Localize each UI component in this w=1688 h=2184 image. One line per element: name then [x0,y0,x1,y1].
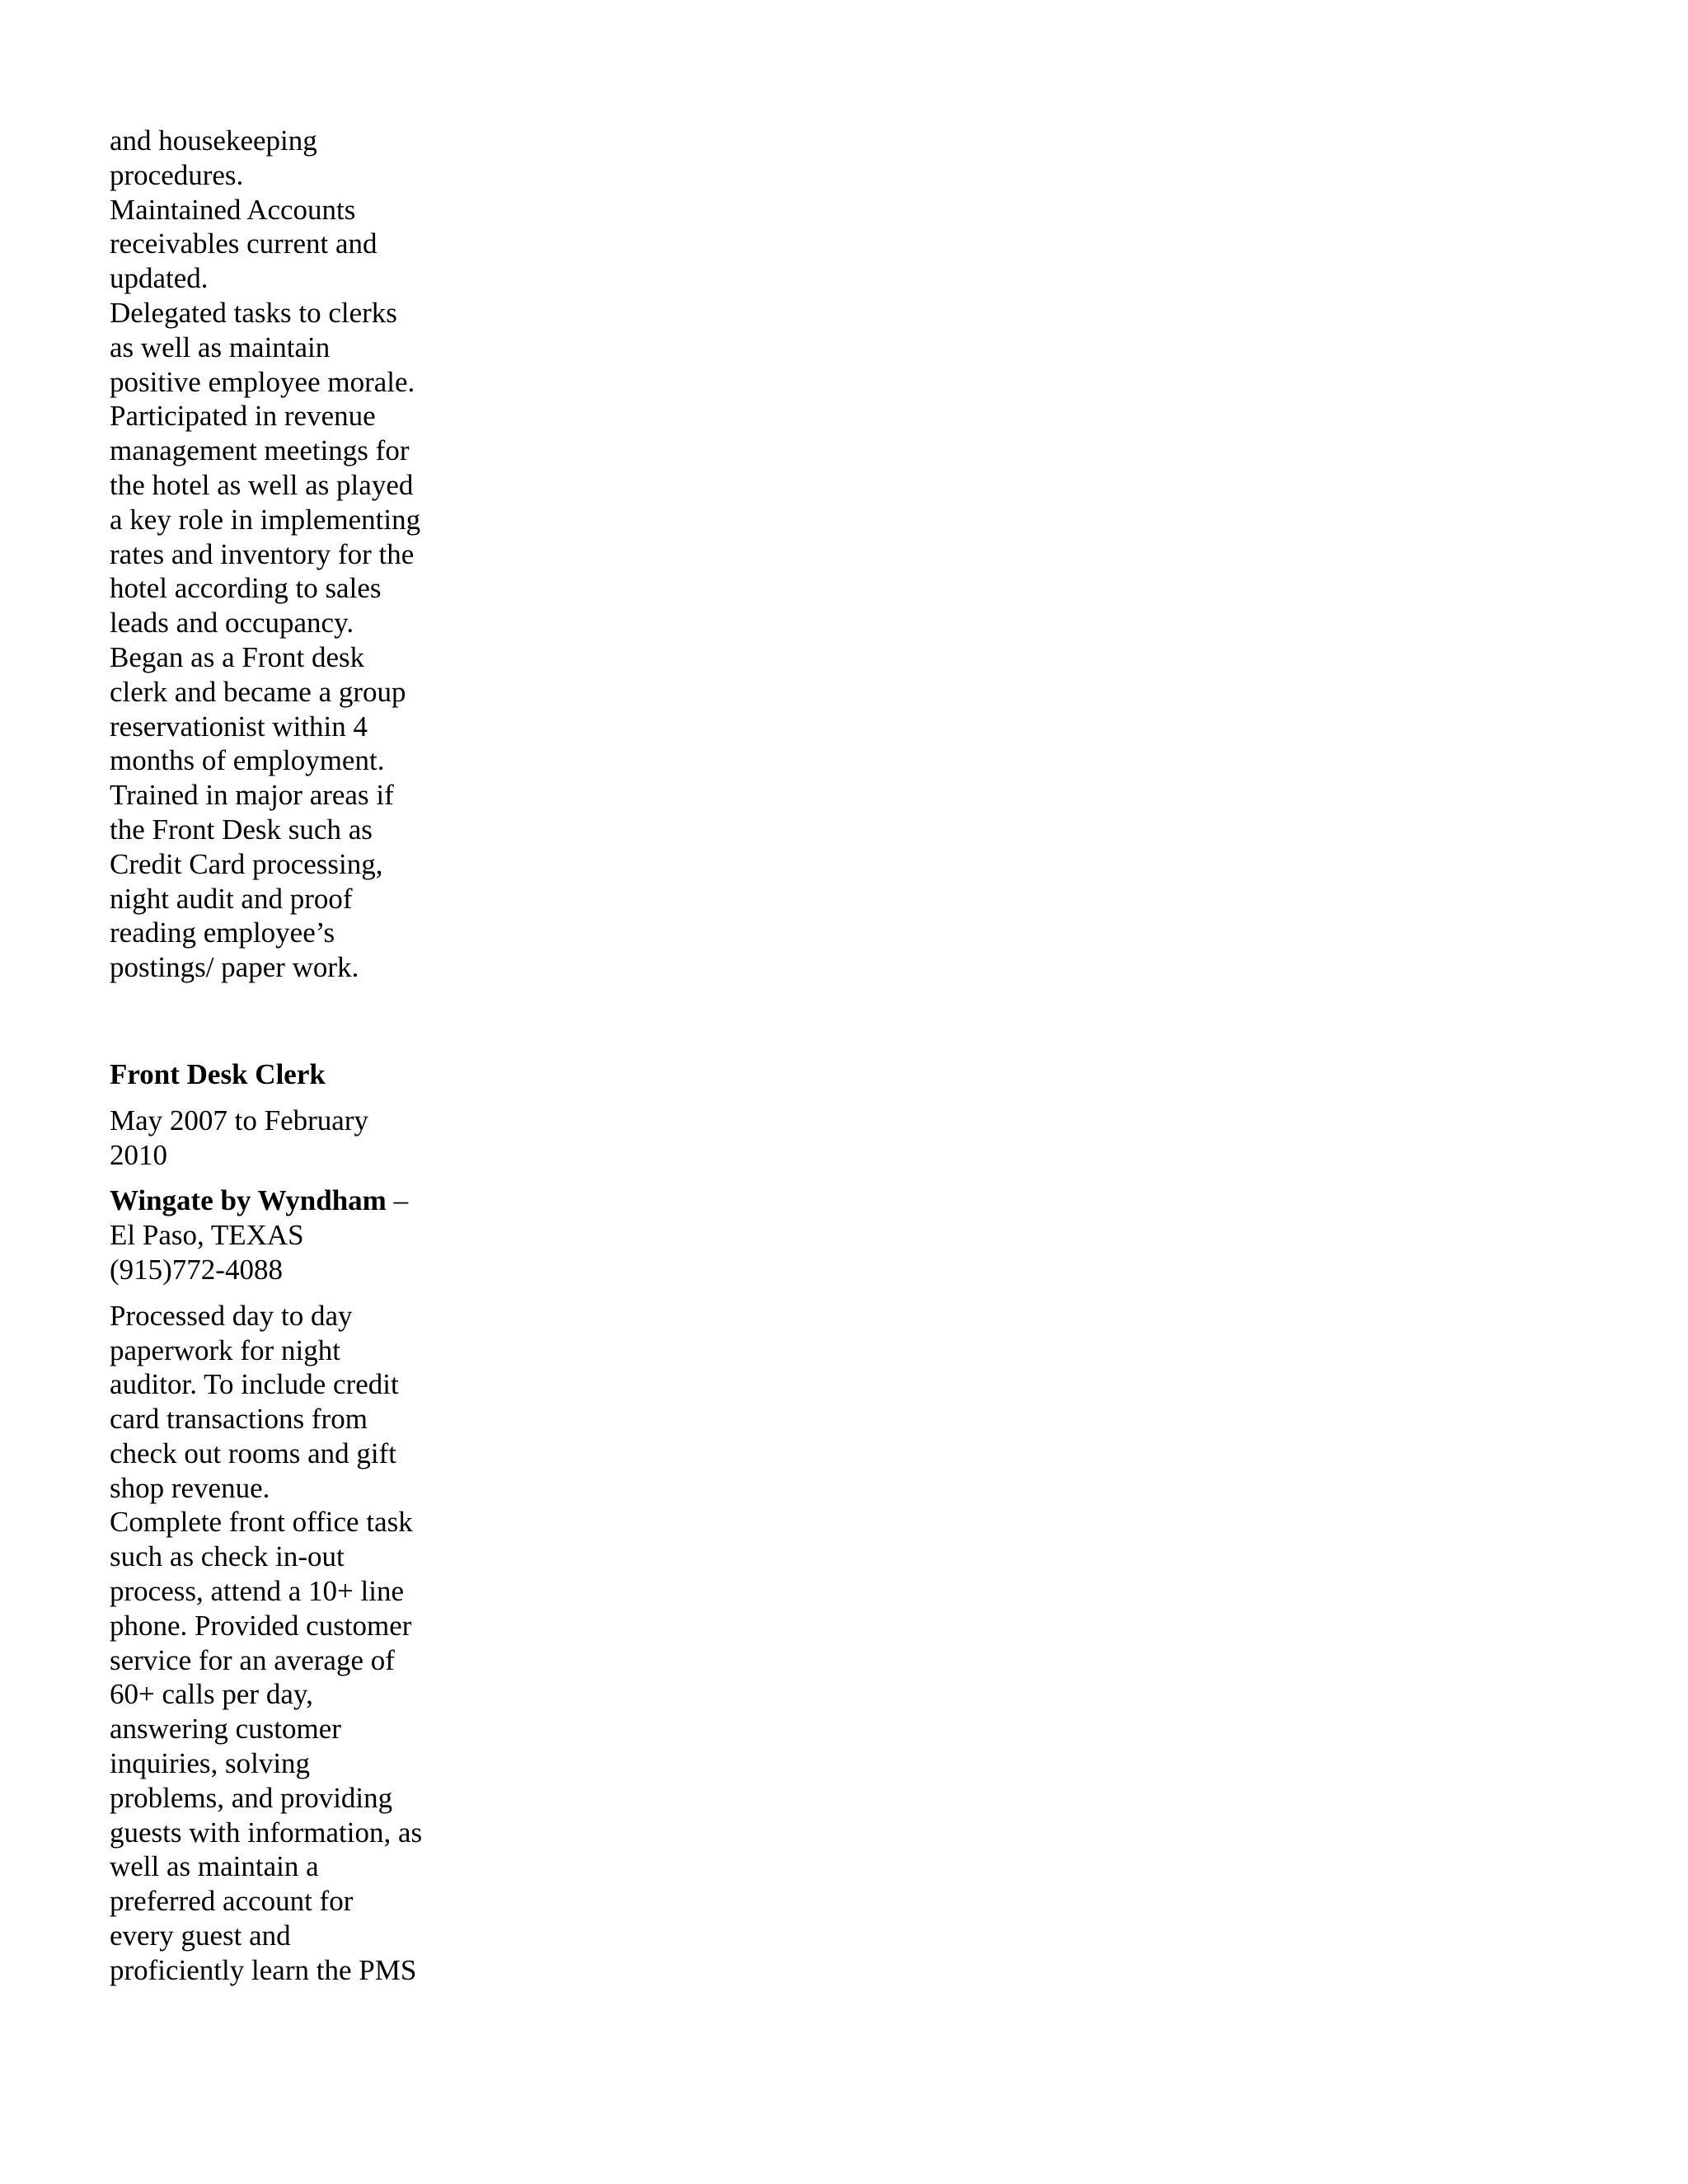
job-dates [110,1104,472,1173]
description-line: the hotel as well as played [110,468,414,501]
previous-job-description [110,124,472,985]
section-spacer [110,985,472,1057]
description-line: service for an average of [110,1643,395,1676]
description-line: night audit and proof [110,882,353,915]
description-line: check out rooms and gift [110,1436,396,1469]
spacer [110,1287,472,1299]
description-line: the Front Desk such as [110,813,373,846]
description-line: positive employee morale. [110,365,415,398]
description-line: proficiently learn the PMS [110,1953,417,1986]
description-line: Processed day to day [110,1299,353,1332]
description-line: clerk and became a group [110,675,406,708]
description-line: 60+ calls per day, [110,1678,313,1711]
description-line: Trained in major areas if [110,779,394,812]
description-line: a key role in implementing [110,503,421,536]
employer-phone: (915)772-4088 [110,1253,283,1286]
description-line: such as check in-out [110,1540,345,1573]
description-line: card transactions from [110,1403,368,1436]
job-title: Front Desk Clerk [110,1057,326,1090]
description-line: answering customer [110,1713,341,1746]
description-line: and housekeeping [110,124,317,157]
description-line: management meetings for [110,434,410,467]
description-line: paperwork for night [110,1333,340,1366]
description-line: Maintained Accounts [110,193,356,226]
description-line: procedures. [110,158,244,191]
description-line: preferred account for [110,1885,354,1918]
description-line: inquiries, solving [110,1747,311,1780]
description-line: every guest and [110,1919,291,1952]
description-line: phone. Provided customer [110,1609,412,1642]
description-line: guests with information, as [110,1816,423,1849]
description-line: leads and occupancy. [110,607,354,640]
description-line: Delegated tasks to clerks [110,296,397,329]
employer-line [110,1183,472,1218]
description-line: reading employee’s [110,916,335,949]
description-line: auditor. To include credit [110,1368,399,1401]
spacer [110,1172,472,1183]
description-line: rates and inventory for the [110,537,415,570]
description-line: shop revenue. [110,1471,270,1504]
employer-separator: – [386,1184,409,1217]
job-employer-block [110,1183,472,1286]
job-description [110,1299,472,1988]
job-entry [110,1057,472,1988]
description-line: months of employment. [110,744,385,777]
job-dates-line: 2010 [110,1138,167,1171]
spacer [110,1092,472,1104]
description-line: Credit Card processing, [110,847,383,880]
description-line: reservationist within 4 [110,710,368,743]
description-line: Began as a Front desk [110,640,365,673]
employer-name: Wingate by Wyndham [110,1184,387,1217]
description-line: hotel according to sales [110,572,382,605]
description-line: process, attend a 10+ line [110,1575,404,1608]
description-line: Participated in revenue [110,400,376,433]
description-line: receivables current and [110,227,377,260]
description-line: updated. [110,262,209,295]
job-dates-line: May 2007 to February [110,1104,368,1137]
employer-location: El Paso, TEXAS [110,1219,304,1252]
resume-text-column [110,124,472,1988]
description-line: Complete front office task [110,1506,413,1539]
description-line: well as maintain a [110,1850,319,1883]
description-line: as well as maintain [110,330,331,363]
description-line: problems, and providing [110,1781,393,1814]
description-line: postings/ paper work. [110,951,359,984]
